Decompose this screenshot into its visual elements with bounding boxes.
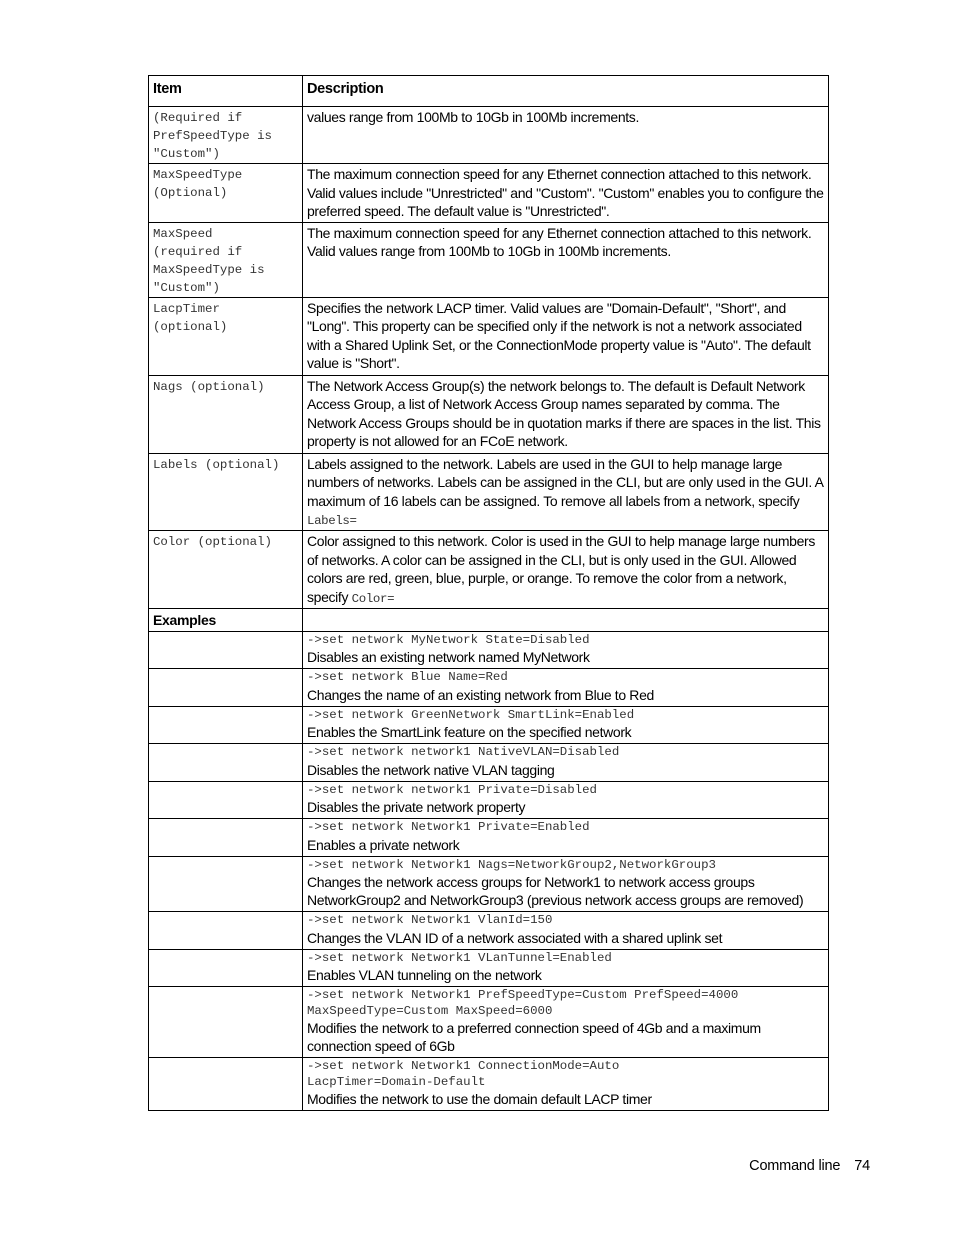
example-cell [303,631,829,669]
item-column-header: Item [149,76,303,107]
inline-code: Color= [351,591,395,606]
example-command: ->set network Network1 VlanId=150 [307,913,553,927]
property-description: Color assigned to this network. Color is used in the GUI to help manage large numbers of networks. A color can be assigned in the CLI, but is only used in the GUI. Allowed colors are red, green, blue, purple, or orange. To remove the color from a network, specify [307,533,815,605]
example-row [149,744,829,782]
example-row [149,987,829,1058]
example-cell [303,1058,829,1111]
example-row [149,949,829,987]
example-description: Changes the VLAN ID of a network associated with a shared uplink set [307,929,723,946]
property-name-cell [149,164,303,223]
table-row [149,164,829,223]
example-cell [303,781,829,819]
example-cell [303,856,829,912]
property-description: The maximum connection speed for any Ethernet connection attached to this network. Valid values range from 100Mb to 10Gb in 100Mb increments. [307,224,812,259]
example-empty-cell [149,819,303,857]
example-description: Disables the network native VLAN tagging [307,761,555,778]
example-command: ->set network Network1 Private=Enabled [307,820,590,834]
example-empty-cell [149,631,303,669]
property-description-cell [303,531,829,609]
example-row [149,912,829,950]
example-row [149,631,829,669]
example-cell [303,744,829,782]
inline-code: Labels= [307,514,357,528]
example-empty-cell [149,669,303,707]
examples-header-empty [303,608,829,631]
example-cell [303,819,829,857]
property-name: Nags (optional) [153,379,265,394]
property-name: LacpTimer (optional) [153,301,228,334]
example-cell [303,706,829,744]
description-column-header: Description [303,76,829,107]
footer-section-title: Command line [749,1158,841,1174]
example-cell [303,669,829,707]
property-name-cell [149,297,303,375]
table-row [149,453,829,531]
table-row [149,297,829,375]
example-empty-cell [149,987,303,1058]
example-row [149,819,829,857]
example-description: Changes the name of an existing network from Blue to Red [307,686,654,703]
example-empty-cell [149,912,303,950]
example-cell [303,912,829,950]
table-row [149,107,829,164]
example-command: ->set network Network1 PrefSpeedType=Custom PrefSpeed=4000 MaxSpeedType=Custom MaxSpeed=6000 [307,988,739,1018]
example-empty-cell [149,781,303,819]
property-description: Labels assigned to the network. Labels are used in the GUI to help manage large numbers of networks. Labels can be assigned in the CLI, but are only used in the GUI. A maximum of 16 labels can be assigned. To remove all labels from a network, specify [307,455,823,509]
property-description-cell [303,164,829,223]
property-name-cell [149,107,303,164]
property-description: Specifies the network LACP timer. Valid values are "Domain-Default", "Short", and "Long". This property can be specified only if the network is not a network associated with a Shared Uplink Set, or the ConnectionMode property value is "Auto". The default value is "Short". [307,299,811,371]
property-description-cell [303,107,829,164]
table-row [149,531,829,609]
property-description: The Network Access Group(s) the network belongs to. The default is Default Network Access Group, a list of Network Access Group names separated by comma. The Network Access Groups should be in quotation marks if there are spaces in the list. This property is not allowed for an FCoE network. [307,377,821,449]
property-name: MaxSpeedType (Optional) [153,168,243,200]
example-command: ->set network network1 NativeVLAN=Disabled [307,745,620,759]
example-description: Disables the private network property [307,799,526,815]
example-row [149,781,829,819]
example-row [149,1058,829,1111]
examples-header-row [149,608,829,631]
example-description: Modifies the network to a preferred connection speed of 4Gb and a maximum connection speed of 6Gb [307,1020,761,1054]
table-row [149,375,829,453]
example-command: ->set network GreenNetwork SmartLink=Enabled [307,707,635,722]
example-description: Modifies the network to use the domain default LACP timer [307,1091,652,1107]
property-name-cell [149,531,303,609]
property-description-cell [303,297,829,375]
example-row [149,669,829,707]
example-description: Enables VLAN tunneling on the network [307,967,542,983]
example-empty-cell [149,744,303,782]
property-description: values range from 100Mb to 10Gb in 100Mb increments. [307,109,639,125]
property-name-cell [149,453,303,531]
example-row [149,706,829,744]
property-description-cell [303,222,829,297]
example-command: ->set network Network1 ConnectionMode=Auto LacpTimer=Domain-Default [307,1059,620,1089]
example-command: ->set network network1 Private=Disabled [307,782,597,797]
example-row [149,856,829,912]
property-name: MaxSpeed (required if MaxSpeedType is "Custom") [153,226,265,295]
example-command: ->set network Network1 VLanTunnel=Enabled [307,950,612,965]
example-description: Enables the SmartLink feature on the specified network [307,724,632,740]
property-name: Color (optional) [153,535,272,549]
example-cell [303,987,829,1058]
property-description-cell [303,453,829,531]
example-description: Disables an existing network named MyNetwork [307,649,590,665]
example-empty-cell [149,856,303,912]
examples-label: Examples [149,608,303,631]
property-description-cell [303,375,829,453]
property-name-cell [149,222,303,297]
table-row [149,222,829,297]
page-number: 74 [854,1158,870,1174]
example-empty-cell [149,1058,303,1111]
property-name: (Required if PrefSpeedType is "Custom") [153,111,272,161]
example-command: ->set network Blue Name=Red [307,670,508,684]
property-name: Labels (optional) [153,457,280,472]
example-command: ->set network MyNetwork State=Disabled [307,632,590,647]
table-header-row [149,76,829,107]
example-description: Enables a private network [307,836,460,853]
example-command: ->set network Network1 Nags=NetworkGroup2,NetworkGroup3 [307,857,716,872]
example-empty-cell [149,949,303,987]
property-name-cell [149,375,303,453]
page-footer [749,1158,870,1174]
property-table [148,75,829,1111]
example-cell [303,949,829,987]
example-empty-cell [149,706,303,744]
example-description: Changes the network access groups for Network1 to network access groups NetworkGroup2 and NetworkGroup3 (previous network access groups are removed) [307,874,804,908]
property-description: The maximum connection speed for any Ethernet connection attached to this network. Valid values include "Unrestricted" and "Custom". "Custom" enables you to configure the preferred speed. The default value is "Unrestricted". [307,166,824,219]
